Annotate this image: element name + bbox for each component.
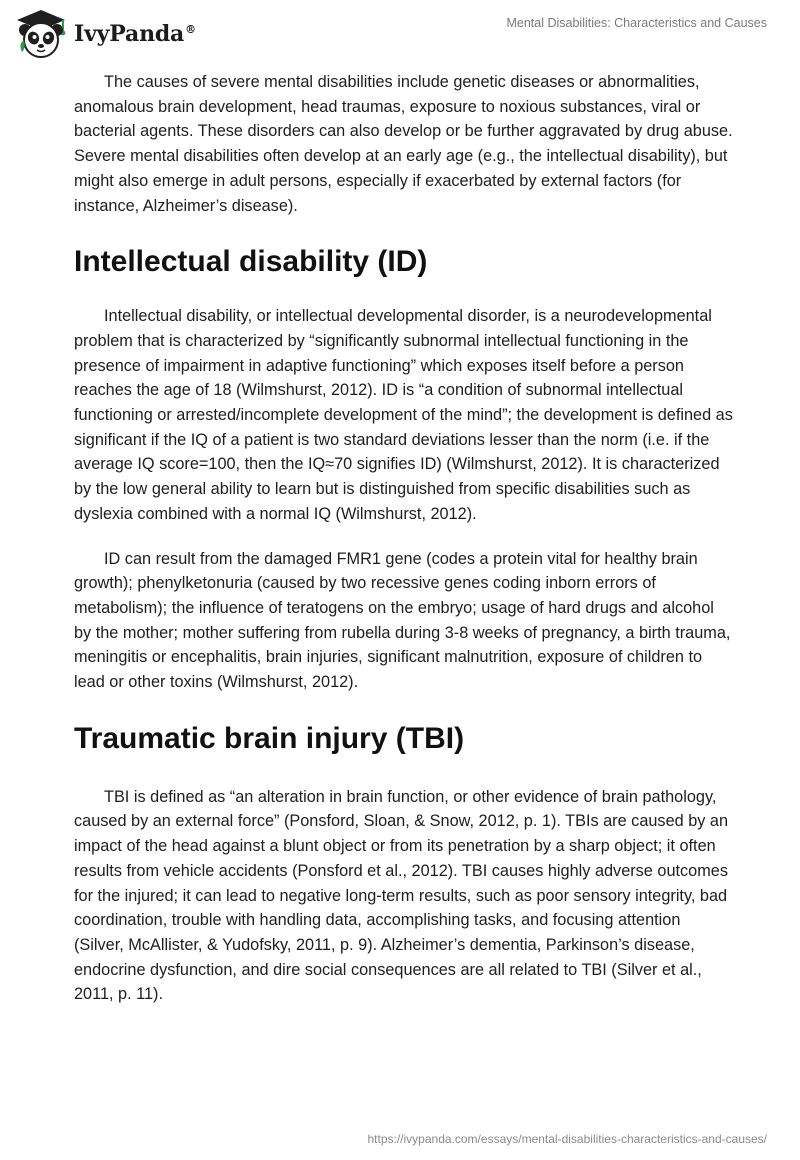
intro-paragraph: The causes of severe mental disabilities include genetic diseases or abnormalities, anomalous brain development, head traumas, exposure to noxious substances, viral or bacterial agents. These disorders can also develop or be further aggravated by drug abuse. Severe mental disabilities often develop at an early age (e.g., the intellectual disability), but might also emerge in adult persons, especially if exacerbated by external factors (for instance, Alzheimer’s disease). (74, 73, 733, 215)
running-title: Mental Disabilities: Characteristics and Causes (506, 16, 767, 30)
id-paragraph-2: ID can result from the damaged FMR1 gene (codes a protein vital for healthy brain growth); phenylketonuria (caused by two recessive genes coding inborn errors of metabolism); the influence of teratogens on the embryo; usage of hard drugs and alcohol by the mother; mother suffering from rubella during 3-8 weeks of pregnancy, a birth trauma, meningitis or encephalitis, brain injuries, significant malnutrition, exposure of children to lead or other toxins (Wilmshurst, 2012). (74, 549, 731, 692)
essay-body (74, 70, 734, 1027)
brand-name: IvyPanda® (74, 21, 196, 47)
section-heading-traumatic-brain-injury: Traumatic brain injury (TBI) (74, 721, 465, 755)
id-paragraph-1: Intellectual disability, or intellectual developmental disorder, is a neurodevelopmental problem that is characterized by “significantly subnormal intellectual functioning in the presence of impairment in adaptive functioning” which exposes itself before a person reaches the age of 18 (Wilmshurst, 2012). ID is “a condition of subnormal intellectual functioning or arrested/incomplete development of the mind”; the development is defined as significant if the IQ of a patient is two standard deviations lesser than the norm (i.e. if the average IQ score=100, then the IQ≈70 signifies ID) (Wilmshurst, 2012). It is characterized by the low general ability to learn but is distinguished from specific disabilities such as dyslexia combined with a normal IQ (Wilmshurst, 2012). (74, 307, 733, 523)
section-heading-intellectual-disability: Intellectual disability (ID) (74, 245, 428, 279)
source-url[interactable]: https://ivypanda.com/essays/mental-disabilities-characteristics-and-causes/ (367, 1132, 767, 1146)
page-header (0, 0, 800, 70)
panda-graduate-icon (14, 8, 68, 60)
tbi-paragraph-1: TBI is defined as “an alteration in brain function, or other evidence of brain pathology, caused by an external force” (Ponsford, Sloan, & Snow, 2012, p. 1). TBIs are caused by an impact of the head against a blunt object or from its penetration by a sharp object; it often results from vehicle accidents (Ponsford et al., 2012). TBI causes highly adverse outcomes for the injured; it can lead to negative long-term results, such as poor sensory integrity, bad coordination, trouble with handling data, accomplishing tasks, and focusing attention (Silver, McAllister, & Yudofsky, 2011, p. 9). Alzheimer’s dementia, Parkinson’s disease, endocrine dysfunction, and dire social consequences are all related to TBI (Silver et al., 2011, p. 11). (74, 787, 729, 1004)
ivypanda-logo[interactable] (14, 8, 196, 60)
